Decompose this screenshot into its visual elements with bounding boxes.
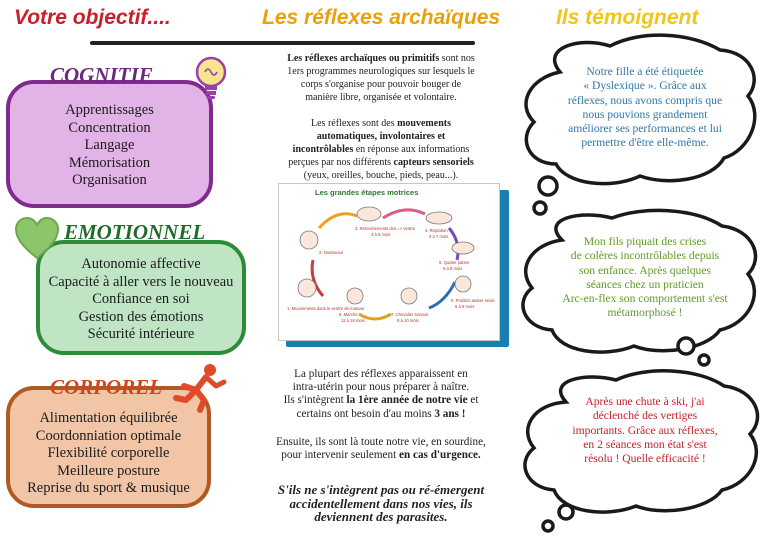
corporel-item: Flexibilité corporelle xyxy=(47,445,170,462)
stage-age: 4 à 7 mois xyxy=(429,234,449,239)
cognitif-item: Mémorisation xyxy=(68,154,151,171)
stage-label: 6. Position assise seule xyxy=(451,298,495,303)
corporel-item: Reprise du sport & musique xyxy=(27,480,190,497)
testimonial-line: Notre fille a été étiquetée xyxy=(586,65,704,78)
testimonial-line: en 2 séances mon état s'est xyxy=(583,437,707,451)
testimonial-line: améliorer ses performances et lui xyxy=(568,122,722,136)
stage-label: 4. Reptation xyxy=(425,228,448,233)
bubble-dot xyxy=(699,355,709,365)
text: perçues par nos différents xyxy=(288,157,394,168)
stage-age: 3 à 5 mois xyxy=(371,232,391,237)
text-bold: automatiques, involontaires et xyxy=(316,131,446,142)
testimonial-line: séances chez un praticien xyxy=(586,277,704,291)
text-bold: en cas d'urgence. xyxy=(399,449,481,462)
text-line: corps s'organise pour pouvoir bouger de xyxy=(300,79,462,90)
stage-age: 6 à 8 mois xyxy=(443,266,463,271)
text-line: accidentellement dans nos vies, ils xyxy=(289,495,473,511)
objective-header: Votre objectif.... xyxy=(14,6,171,29)
testimonial-line: Après une chute à ski, j'ai xyxy=(585,395,705,408)
stage-label: 1. Mouvements dans le ventre de maman xyxy=(287,306,365,311)
text-bold: mouvements xyxy=(397,118,451,129)
testimonial-line: de colères incontrôlables depuis xyxy=(570,249,720,263)
stage-age: 8 à 10 mois xyxy=(397,318,419,323)
corporel-item: Meilleure posture xyxy=(57,462,160,479)
cognitif-item: Concentration xyxy=(68,119,151,136)
text-line: deviennent des parasites. xyxy=(314,509,448,524)
testimonial-2-text xyxy=(540,235,750,321)
stage-age: 11 à 18 mois xyxy=(341,318,365,323)
text: sont nos xyxy=(439,53,475,64)
cognitif-title: COGNITIF xyxy=(50,63,153,87)
cognitif-item: Organisation xyxy=(72,172,147,189)
text-bold: capteurs sensoriels xyxy=(393,157,474,168)
testimonial-line: métamorphosé ! xyxy=(607,306,683,320)
emotionnel-item: Gestion des émotions xyxy=(78,308,204,325)
reflexes-header: Les réflexes archaïques xyxy=(262,6,501,29)
testimonial-line: nous pouvions grandement xyxy=(582,107,708,121)
bubble-dot xyxy=(543,521,553,531)
stage-label: 8. Marche xyxy=(339,312,358,317)
bubble-dot xyxy=(559,505,573,519)
emotionnel-title: EMOTIONNEL xyxy=(64,220,206,244)
text-line: 1ers programmes neurologiques sur lesquels le xyxy=(287,66,475,77)
text: certains ont besoin d'au moins xyxy=(296,407,435,420)
testimonial-line: déclenché des vertiges xyxy=(592,409,698,423)
emotionnel-item: Sécurité intérieure xyxy=(87,326,195,343)
text-bold: incontrôlables xyxy=(292,144,354,155)
cognitif-item: Apprentissages xyxy=(65,102,154,118)
bubble-dot xyxy=(539,177,557,195)
stage-age: 6 à 9 mois xyxy=(455,304,475,309)
corporel-item: Coordonniation optimale xyxy=(35,427,182,444)
text: et xyxy=(467,394,479,407)
text: en réponse aux informations xyxy=(353,144,470,155)
bubble-dot xyxy=(678,338,694,354)
emotionnel-item: Capacité à aller vers le nouveau xyxy=(48,273,234,290)
stage-label: 2. Naissance xyxy=(319,250,344,255)
testimonial-line: importants. Grâce aux réflexes, xyxy=(572,423,718,437)
stage-label: 3. Retournements dos => ventre xyxy=(355,226,416,231)
stage-label: 7. Chevalier servant xyxy=(391,312,429,317)
testimonial-line: son enfance. Après quelques xyxy=(579,263,711,277)
bubble-dot xyxy=(534,202,546,214)
testimonial-line: Arc-en-flex son comportement s'est xyxy=(562,292,728,306)
testimonial-1-text xyxy=(540,65,750,151)
text-line: intra-utérin pour nous préparer à naître. xyxy=(292,381,470,394)
text-bold: Les réflexes archaïques ou primitifs xyxy=(287,53,440,64)
cognitif-item: Langage xyxy=(84,137,135,154)
text: Ils s'intègrent xyxy=(283,394,347,407)
text: Les réflexes sont des xyxy=(311,118,398,129)
testimonial-line: permettre d'être elle-même. xyxy=(581,136,709,150)
text-line: Ensuite, ils sont là toute notre vie, en sourdine, xyxy=(276,436,486,448)
testimonial-line: réflexes, nous avons compris que xyxy=(567,93,723,107)
text-line: S'ils ne s'intègrent pas ou ré-émergent xyxy=(277,482,485,497)
text-line: La plupart des réflexes apparaissent en xyxy=(294,368,468,380)
text-line: manière libre, organisée et volontaire. xyxy=(305,92,457,103)
testimonial-line: « Dyslexique ». Grâce aux xyxy=(583,79,707,93)
text-bold: 3 ans ! xyxy=(434,407,466,420)
emotionnel-item: Autonomie affective xyxy=(81,256,201,272)
corporel-item: Alimentation équilibrée xyxy=(39,410,178,426)
testimonials-header: Ils témoignent xyxy=(556,6,699,29)
text-line: (yeux, oreilles, bouche, pieds, peau...). xyxy=(303,170,459,181)
text-bold: la 1ère année de notre vie xyxy=(346,394,468,407)
testimonial-line: Mon fils piquait des crises xyxy=(583,235,707,248)
testimonial-3-text xyxy=(540,395,750,466)
testimonial-line: résolu ! Quelle efficacité ! xyxy=(584,452,706,466)
stage-label: 5. Quatre pattes xyxy=(439,260,470,265)
diagram-title: Les grandes étapes motrices xyxy=(315,188,419,197)
emotionnel-item: Confiance en soi xyxy=(92,291,190,308)
text: pour intervenir seulement xyxy=(281,449,399,462)
corporel-title: CORPOREL xyxy=(50,375,163,399)
